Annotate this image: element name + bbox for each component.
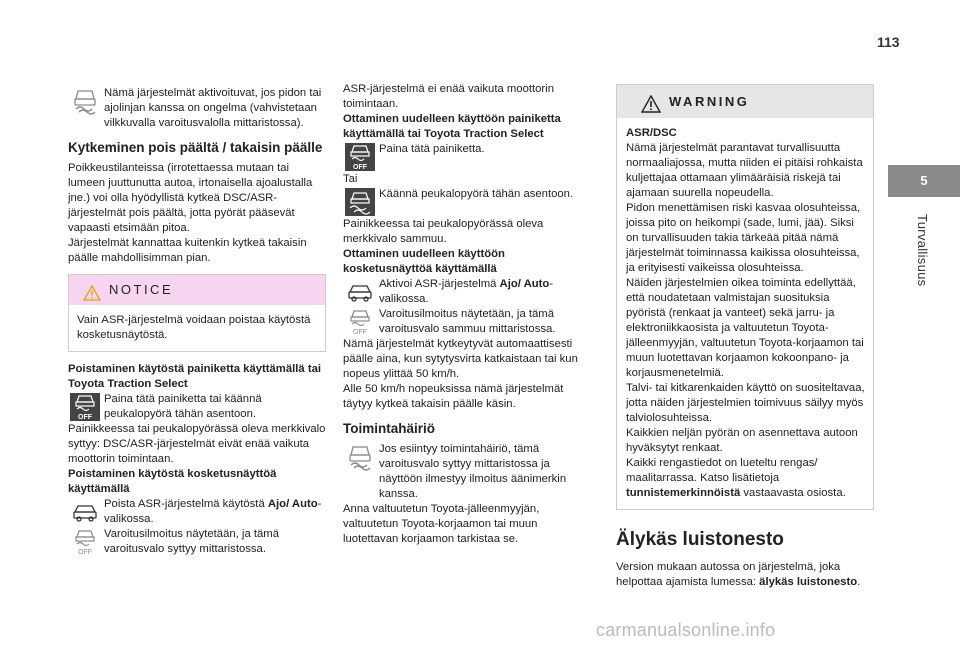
section-title: Älykäs luistonesto <box>616 529 784 550</box>
warning-p6-a: Kaikki rengastiedot on lueteltu rengas/ maalitarrassa. Katso lisätietoja <box>626 457 818 484</box>
chapter-label: Turvallisuus <box>915 214 930 287</box>
section-text-term: älykäs luistonesto <box>759 576 858 588</box>
malfunction-heading: Toimintahäiriö <box>343 421 436 436</box>
indicator-off-text: Painikkeessa tai peukalopyörässä oleva merkkivalo sammuu. <box>343 218 544 245</box>
esp-intro <box>68 86 326 131</box>
notice-text: Vain ASR-järjestelmä voidaan poistaa käytöstä kosketusnäytöstä. <box>77 314 311 341</box>
watermark: carmanualsonline.info <box>596 620 776 640</box>
warning-p1: Nämä järjestelmät parantavat turvallisuutta normaaliajossa, mutta niiden ei pitäisi rohkaista kuljettajaa ottamaan ylimääräisiä riskejä tai ajamaan suurella nopeudella. <box>626 142 863 199</box>
warn-light-row <box>68 527 326 557</box>
side-tab-area <box>888 0 960 649</box>
below-50-text: Alle 50 km/h nopeuksissa nämä järjestelmät täytyy kytkeä takaisin päälle käsin. <box>343 383 564 410</box>
esp-off-button-icon <box>345 143 375 171</box>
svg-text:OFF: OFF <box>78 414 92 421</box>
section-text-c: . <box>857 576 861 588</box>
switch-off-heading: Poistaminen käytöstä painiketta käyttämällä tai Toyota Traction Select <box>68 363 322 390</box>
warning-title: WARNING <box>669 94 750 109</box>
section-text <box>616 560 874 590</box>
esp-off-light-icon <box>70 528 100 556</box>
page-number: 113 <box>877 34 900 50</box>
chapter-tab[interactable]: 5 <box>888 165 960 197</box>
touch-text-c: -valikossa. <box>104 498 322 525</box>
car-menu-icon <box>345 278 375 306</box>
activate-text <box>379 277 593 307</box>
warning-p2: Pidon menettämisen riski kasvaa olosuhteissa, joissa pito on heikompi (sade, lumi, jää). Siksi on turvallisuuden takia tärkeää pitää nämä järjestelmät toiminnassa kaikissa olosuhteissa, ja erityisesti vaikeissa olosuhteissa. <box>626 202 861 274</box>
column-3 <box>616 84 874 590</box>
reactivate-touch-heading: Ottaminen uudelleen käyttöön kosketusnäyttöä käyttämällä <box>343 248 505 275</box>
warning-p6 <box>626 456 865 501</box>
or-text: Tai <box>343 173 358 185</box>
touch-text <box>104 497 326 527</box>
column-1 <box>68 86 326 557</box>
warning-p6-link: tunnistemerkinnöistä <box>626 487 741 499</box>
auto-text: Nämä järjestelmät kytkeytyvät automaattisesti päälle aina, kun sytytysvirta katkaistaan tai kun nopeus ylittää 50 km/h. <box>343 338 578 380</box>
notice-header <box>69 275 325 305</box>
malfunction-row <box>343 442 593 502</box>
warning-p6-c: vastaavasta osiosta. <box>740 487 846 499</box>
svg-text:OFF: OFF <box>353 164 367 171</box>
touch-text-menu: Ajo/ Auto <box>267 498 318 510</box>
esp-warning-light-icon <box>70 87 100 115</box>
asr-dsc-label: ASR/DSC <box>626 127 677 139</box>
esp-warning-light-icon <box>345 443 375 471</box>
notice-title: NOTICE <box>109 282 174 297</box>
car-menu-icon <box>70 498 100 526</box>
switch-heading: Kytkeminen pois päältä / takaisin päälle <box>68 140 323 155</box>
activate-text-c: -valikossa. <box>379 278 554 305</box>
asr-intro: ASR-järjestelmä ei enää vaikuta moottorin toimintaan. <box>343 83 554 110</box>
malfunction-text: Jos esiintyy toimintahäiriö, tämä varoitusvalo syttyy mittaristossa ja näyttöön ilmestyy ilmoitus äänimerkin kanssa. <box>379 443 567 500</box>
section-text-a: Version mukaan autossa on järjestelmä, joka helpottaa ajamista lumessa: <box>616 561 841 588</box>
notice-box <box>68 274 326 352</box>
warning-header <box>617 85 873 118</box>
touch-row <box>68 497 326 527</box>
column-2 <box>343 82 593 547</box>
dealer-text: Anna valtuutetun Toyota-jälleenmyyjän, valtuutetun Toyota-korjaamon tai muun luotettavan korjaamon tarkistaa se. <box>343 503 540 545</box>
warning-p3: Näiden järjestelmien oikea toiminta edellyttää, että noudatetaan valmistajan suosituksia pyöristä (renkaat ja vanteet) sekä jarru- ja elektroniikkaosista ja valtuutetun Toyota-jälleenmyyjän, valtuutetun Toyota-korjaamon tai muun luotettavan korjaamon kokoonpano- ja korjausmenetelmiä. <box>626 277 864 379</box>
activate-row <box>343 277 593 307</box>
activate-text-menu: Ajo/ Auto <box>499 278 550 290</box>
press-row <box>343 142 593 172</box>
reactivate-button-heading: Ottaminen uudelleen käyttöön painiketta käyttämällä tai Toyota Traction Select <box>343 113 561 140</box>
press-text: Paina tätä painiketta. <box>379 143 485 155</box>
warning-p5: Kaikkien neljän pyörän on asennettava autoon hyväksytyt renkaat. <box>626 427 858 454</box>
svg-text:OFF: OFF <box>78 549 92 556</box>
touch-text-a: Poista ASR-järjestelmä käytöstä <box>104 498 268 510</box>
turn-row <box>343 187 593 217</box>
warning-box <box>616 84 874 510</box>
warn-light-text: Varoitusilmoitus näytetään, ja tämä varoitusvalo syttyy mittaristossa. <box>104 528 279 555</box>
esp-off-light-icon <box>345 308 375 336</box>
touch-heading: Poistaminen käytöstä kosketusnäyttöä käyttämällä <box>68 468 277 495</box>
activate-text-a: Aktivoi ASR-järjestelmä <box>379 278 500 290</box>
switch-off-row <box>68 392 326 422</box>
warning-triangle-icon <box>641 92 661 125</box>
warn-off-text: Varoitusilmoitus näytetään, ja tämä varoitusvalo sammuu mittaristossa. <box>379 308 556 335</box>
para-exceptional: Poikkeustilanteissa (irrotettaessa mutaan tai lumeen juuttunutta autoa, irtonaisella ajoalustalla jne.) voi olla hyödyllistä kytkeä DSC/ASR-järjestelmät pois päältä, jotta pyörät pääsevät vapaasti etsimään pitoa. <box>68 162 313 234</box>
warning-p4: Talvi- tai kitkarenkaiden käyttö on suositeltavaa, jotta näiden järjestelmien toimivuus säilyy myös talviolosuhteissa. <box>626 382 865 424</box>
para-reactivate: Järjestelmät kannattaa kuitenkin kytkeä takaisin päälle mahdollisimman pian. <box>68 237 307 264</box>
esp-off-button-icon <box>70 393 100 421</box>
thumbwheel-position-icon <box>345 188 375 216</box>
notice-triangle-icon <box>83 282 101 312</box>
svg-text:OFF: OFF <box>353 329 367 336</box>
turn-text: Käännä peukalopyörä tähän asentoon. <box>379 188 574 200</box>
warn-off-row <box>343 307 593 337</box>
intro-text: Nämä järjestelmät aktivoituvat, jos pidon tai ajolinjan kanssa on ongelma (vahvistetaan vilkkuvalla varoitusvalolla mittaristossa). <box>104 87 322 129</box>
switch-off-text: Paina tätä painiketta tai käännä peukalopyörä tähän asentoon. <box>104 393 262 420</box>
switch-off-text-2: Painikkeessa tai peukalopyörässä oleva merkkivalo syttyy: DSC/ASR-järjestelmät eivät enää vaikuta moottorin toimintaan. <box>68 423 326 465</box>
